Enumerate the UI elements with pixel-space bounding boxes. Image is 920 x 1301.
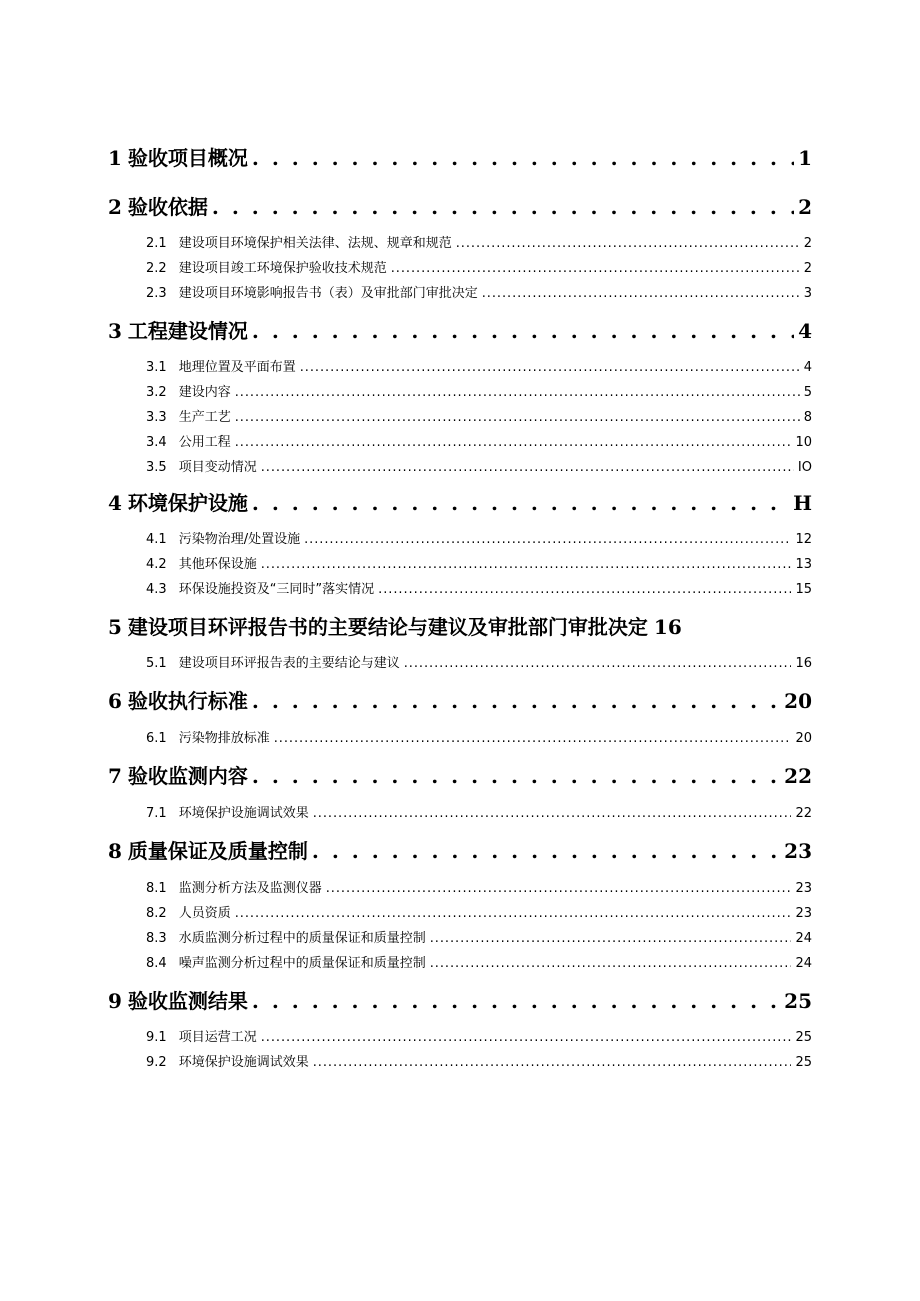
toc-entry-page-number: 23 <box>795 906 812 921</box>
toc-entry-page-number: H <box>793 491 812 515</box>
dot-leader <box>252 144 794 172</box>
toc-entry-page-number: 23 <box>795 881 812 896</box>
toc-entry-number: 7.1 <box>146 806 167 821</box>
toc-section-entry[interactable] <box>146 235 812 253</box>
dot-leader <box>252 987 780 1015</box>
toc-entry-number: 2.2 <box>146 261 167 276</box>
dot-leader <box>391 260 800 278</box>
toc-entry-number: 8.1 <box>146 881 167 896</box>
toc-entry-number: 3.5 <box>146 460 167 475</box>
dot-leader <box>261 1029 792 1047</box>
dot-leader <box>378 581 791 599</box>
dot-leader <box>312 837 780 865</box>
toc-chapter-entry[interactable] <box>108 489 812 517</box>
toc-entry-title: 公用工程 <box>178 435 231 450</box>
toc-entry-title: 监测分析方法及监测仪器 <box>178 881 322 896</box>
toc-section-entry[interactable] <box>146 1029 812 1047</box>
toc-section-entry[interactable] <box>146 285 812 303</box>
toc-section-entry[interactable] <box>146 434 812 452</box>
toc-entry-page-number: 13 <box>795 557 812 572</box>
toc-entry-page-number: 4 <box>803 360 812 375</box>
toc-section-entry[interactable] <box>146 930 812 948</box>
dot-leader <box>235 384 800 402</box>
toc-entry-number: 8.4 <box>146 956 167 971</box>
toc-section-entry[interactable] <box>146 384 812 402</box>
dot-leader <box>300 359 800 377</box>
toc-entry-number: 2.1 <box>146 236 167 251</box>
toc-chapter-entry[interactable] <box>108 144 812 172</box>
toc-entry-number: 2 <box>108 195 122 219</box>
dot-leader <box>252 317 794 345</box>
dot-leader <box>313 805 792 823</box>
toc-entry-page-number: 25 <box>784 989 812 1013</box>
toc-entry-title: 建设内容 <box>178 385 231 400</box>
toc-entry-number: 4.3 <box>146 582 167 597</box>
toc-section-entry[interactable] <box>146 655 812 673</box>
toc-entry-page-number: 5 <box>803 385 812 400</box>
toc-entry-title: 验收监测结果 <box>127 989 248 1013</box>
toc-entry-title: 工程建设情况 <box>127 319 248 343</box>
toc-entry-title: 地理位置及平面布置 <box>178 360 296 375</box>
toc-entry-page-number: 12 <box>795 532 812 547</box>
toc-entry-number: 3.4 <box>146 435 167 450</box>
toc-entry-title: 环境保护设施调试效果 <box>178 1055 309 1070</box>
toc-entry-page-number: 8 <box>803 410 812 425</box>
dot-leader <box>304 531 791 549</box>
dot-leader <box>404 655 792 673</box>
toc-section-entry[interactable] <box>146 955 812 973</box>
dot-leader <box>252 489 789 517</box>
toc-entry-number: 4.2 <box>146 557 167 572</box>
toc-entry-page-number: 3 <box>803 286 812 301</box>
toc-entry-title: 建设项目环评报告表的主要结论与建议 <box>178 656 400 671</box>
toc-entry-number: 2.3 <box>146 286 167 301</box>
toc-section-entry[interactable] <box>146 581 812 599</box>
toc-entry-title: 质量保证及质量控制 <box>127 839 308 863</box>
toc-entry-number: 9.1 <box>146 1030 167 1045</box>
toc-entry-number: 6 <box>108 689 122 713</box>
toc-entry-page-number: 2 <box>803 236 812 251</box>
toc-entry-title: 环境保护设施调试效果 <box>178 806 309 821</box>
toc-entry-number: 8.2 <box>146 906 167 921</box>
toc-entry-number: 7 <box>108 764 122 788</box>
dot-leader <box>252 762 780 790</box>
toc-entry-page-number: 23 <box>784 839 812 863</box>
toc-entry-title: 环境保护设施 <box>127 491 248 515</box>
toc-entry-title: 验收项目概况 <box>127 146 248 170</box>
toc-chapter-entry[interactable] <box>108 613 812 641</box>
toc-entry-number: 4 <box>108 491 122 515</box>
dot-leader <box>235 409 800 427</box>
toc-section-entry[interactable] <box>146 880 812 898</box>
toc-entry-page-number: 25 <box>795 1055 812 1070</box>
toc-entry-title: 污染物排放标准 <box>178 731 270 746</box>
toc-entry-title: 其他环保设施 <box>178 557 257 572</box>
dot-leader <box>482 285 800 303</box>
toc-entry-page-number: 22 <box>784 764 812 788</box>
toc-section-entry[interactable] <box>146 1054 812 1072</box>
dot-leader <box>326 880 792 898</box>
toc-section-entry[interactable] <box>146 260 812 278</box>
toc-entry-number: 4.1 <box>146 532 167 547</box>
dot-leader <box>274 730 792 748</box>
toc-chapter-entry[interactable] <box>108 317 812 345</box>
toc-entry-page-number: IO <box>797 460 812 475</box>
toc-entry-number: 3 <box>108 319 122 343</box>
toc-entry-page-number: 25 <box>795 1030 812 1045</box>
toc-entry-title: 建设项目环评报告书的主要结论与建议及审批部门审批决定 <box>127 615 648 639</box>
toc-section-entry[interactable] <box>146 730 812 748</box>
toc-entry-number: 3.1 <box>146 360 167 375</box>
toc-entry-number: 5 <box>108 615 122 639</box>
dot-leader <box>212 193 794 221</box>
toc-entry-title: 环保设施投资及“三同时”落实情况 <box>178 582 375 597</box>
toc-entry-number: 8 <box>108 839 122 863</box>
toc-chapter-entry[interactable] <box>108 193 812 221</box>
toc-entry-page-number: 15 <box>795 582 812 597</box>
toc-entry-page-number: 2 <box>803 261 812 276</box>
toc-entry-title: 污染物治理/处置设施 <box>178 532 301 547</box>
dot-leader <box>261 556 792 574</box>
toc-section-entry[interactable] <box>146 556 812 574</box>
toc-entry-title: 生产工艺 <box>178 410 231 425</box>
toc-entry-page-number: 4 <box>798 319 812 343</box>
toc-entry-title: 建设项目竣工环境保护验收技术规范 <box>178 261 387 276</box>
dot-leader <box>261 459 794 477</box>
toc-entry-number: 5.1 <box>146 656 167 671</box>
toc-entry-number: 3.3 <box>146 410 167 425</box>
toc-chapter-entry[interactable] <box>108 837 812 865</box>
toc-section-entry[interactable] <box>146 805 812 823</box>
dot-leader <box>313 1054 792 1072</box>
toc-section-entry[interactable] <box>146 905 812 923</box>
toc-section-entry[interactable] <box>146 459 812 477</box>
toc-entry-title: 验收依据 <box>127 195 208 219</box>
toc-entry-number: 9 <box>108 989 122 1013</box>
toc-entry-title: 噪声监测分析过程中的质量保证和质量控制 <box>178 956 426 971</box>
dot-leader <box>456 235 800 253</box>
toc-entry-page-number: 16 <box>795 656 812 671</box>
toc-entry-page-number: 16 <box>653 615 682 639</box>
dot-leader <box>235 905 792 923</box>
toc-entry-title: 验收执行标准 <box>127 689 248 713</box>
toc-entry-page-number: 10 <box>795 435 812 450</box>
dot-leader <box>252 687 780 715</box>
toc-entry-number: 9.2 <box>146 1055 167 1070</box>
toc-entry-number: 3.2 <box>146 385 167 400</box>
toc-entry-title: 人员资质 <box>178 906 231 921</box>
toc-entry-page-number: 22 <box>795 806 812 821</box>
toc-entry-title: 项目运营工况 <box>178 1030 257 1045</box>
toc-chapter-entry[interactable] <box>108 987 812 1015</box>
dot-leader <box>430 955 792 973</box>
toc-entry-title: 水质监测分析过程中的质量保证和质量控制 <box>178 931 426 946</box>
toc-entry-number: 6.1 <box>146 731 167 746</box>
toc-entry-title: 项目变动情况 <box>178 460 257 475</box>
toc-entry-page-number: 1 <box>798 146 812 170</box>
toc-entry-title: 验收监测内容 <box>127 764 248 788</box>
toc-entry-title: 建设项目环境保护相关法律、法规、规章和规范 <box>178 236 452 251</box>
dot-leader <box>235 434 792 452</box>
toc-entry-page-number: 2 <box>798 195 812 219</box>
toc-section-entry[interactable] <box>146 531 812 549</box>
toc-entry-number: 8.3 <box>146 931 167 946</box>
toc-chapter-entry[interactable] <box>108 762 812 790</box>
toc-chapter-entry[interactable] <box>108 687 812 715</box>
toc-entry-page-number: 20 <box>795 731 812 746</box>
toc-entry-title: 建设项目环境影响报告书（表）及审批部门审批决定 <box>178 286 478 301</box>
toc-entry-page-number: 20 <box>784 689 812 713</box>
dot-leader <box>430 930 792 948</box>
toc-section-entry[interactable] <box>146 359 812 377</box>
toc-entry-page-number: 24 <box>795 931 812 946</box>
toc-entry-number: 1 <box>108 146 122 170</box>
toc-entry-page-number: 24 <box>795 956 812 971</box>
toc-section-entry[interactable] <box>146 409 812 427</box>
